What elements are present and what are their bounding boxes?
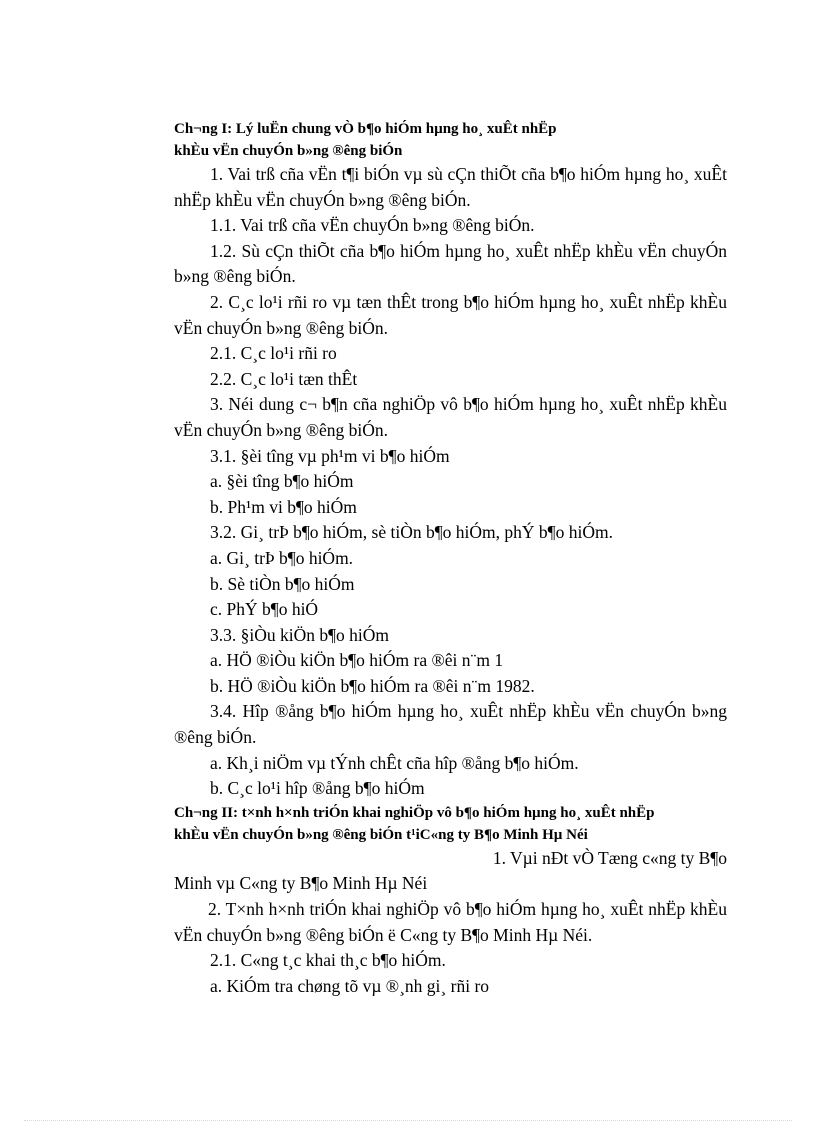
toc-item: 3.2. Gi¸ trÞ b¶o hiÓm, sè tiÒn b¶o hiÓm, phÝ b¶o hiÓm. bbox=[210, 522, 613, 543]
toc-item: 2.2. C¸c lo¹i tæn thÊt bbox=[210, 368, 358, 389]
toc-item: c. PhÝ b¶o hiÓ bbox=[210, 599, 319, 620]
toc-item: a. KiÓm tra chøng tõ vµ ®¸nh gi¸ rñi ro bbox=[210, 975, 490, 996]
toc-item: 1.1. Vai trß cña vËn chuyÓn b»ng ®êng biÓn. bbox=[210, 215, 535, 236]
toc-item: 3.1. §èi tîng vµ ph¹m vi b¶o hiÓm bbox=[210, 445, 450, 466]
toc-item: 1. Vai trß cña vËn t¶i biÓn vµ sù cÇn thiÕt cña b¶o hiÓm hµng ho¸ xuÊt nhËp khÈu vËn chuyÓn b»ng ®êng biÓn. bbox=[174, 164, 727, 210]
chapter-2-title-line1: Ch¬ng II: t×nh h×nh triÓn khai nghiÖp vô b¶o hiÓm hµng ho¸ xuÊt nhËp bbox=[174, 804, 655, 821]
toc-item-line2: Minh vµ C«ng ty B¶o Minh Hµ Néi bbox=[174, 873, 428, 894]
toc-item: a. HÖ ®iÒu kiÖn b¶o hiÓm ra ®êi n¨m 1 bbox=[210, 650, 504, 671]
toc-item: 3.3. §iÒu kiÖn b¶o hiÓm bbox=[210, 624, 390, 645]
toc-item: 2.1. C«ng t¸c khai th¸c b¶o hiÓm. bbox=[210, 950, 446, 971]
toc-item: 3.4. Hîp ®ång b¶o hiÓm hµng ho¸ xuÊt nhËp khÈu vËn chuyÓn b»ng ®êng biÓn. bbox=[174, 701, 727, 748]
toc-item: 1.2. Sù cÇn thiÕt cña b¶o hiÓm hµng ho¸ xuÊt nhËp khÈu vËn chuyÓn b»ng ®êng biÓn. bbox=[174, 240, 727, 287]
toc-item: 2.1. C¸c lo¹i rñi ro bbox=[210, 343, 337, 364]
toc-item: a. Kh¸i niÖm vµ tÝnh chÊt cña hîp ®ång b¶o hiÓm. bbox=[210, 752, 579, 773]
toc-item: 3. Néi dung c¬ b¶n cña nghiÖp vô b¶o hiÓm hµng ho¸ xuÊt nhËp khÈu vËn chuyÓn b»ng ®êng biÓn. bbox=[174, 394, 727, 440]
toc-item-line1: 1. Vµi nÐt vÒ Tæng c«ng ty B¶o bbox=[492, 847, 727, 868]
toc-item: 2. C¸c lo¹i rñi ro vµ tæn thÊt trong b¶o hiÓm hµng ho¸ xuÊt nhËp khÈu vËn chuyÓn b»ng ®êng biÓn. bbox=[174, 291, 727, 338]
chapter-1-title bbox=[174, 118, 727, 162]
page-bottom-divider bbox=[24, 1120, 792, 1121]
toc-item: a. Gi¸ trÞ b¶o hiÓm. bbox=[210, 547, 354, 568]
toc-item: b. Ph¹m vi b¶o hiÓm bbox=[210, 496, 357, 517]
chapter-2-title-line2: khÈu vËn chuyÓn b»ng ®êng biÓn t¹iC«ng ty B¶o Minh Hµ Néi bbox=[174, 826, 588, 843]
toc-item bbox=[174, 846, 727, 872]
toc-item: a. §èi tîng b¶o hiÓm bbox=[210, 471, 354, 492]
document-page bbox=[174, 118, 727, 999]
toc-item: b. C¸c lo¹i hîp ®ång b¶o hiÓm bbox=[210, 778, 425, 799]
toc-item: b. Sè tiÒn b¶o hiÓm bbox=[210, 573, 355, 594]
toc-item: 2. T×nh h×nh triÓn khai nghiÖp vô b¶o hiÓm hµng ho¸ xuÊt nhËp khÈu vËn chuyÓn b»ng ®êng biÓn ë C«ng ty B¶o Minh Hµ Néi. bbox=[174, 899, 727, 945]
chapter-2-title bbox=[174, 802, 727, 846]
chapter-1-title-line2: khÈu vËn chuyÓn b»ng ®êng biÓn bbox=[174, 143, 403, 159]
chapter-1-title-line1: Ch¬ng I: Lý luËn chung vÒ b¶o hiÓm hµng ho¸ xuÊt nhËp bbox=[174, 121, 557, 137]
toc-item: b. HÖ ®iÒu kiÖn b¶o hiÓm ra ®êi n¨m 1982. bbox=[210, 675, 535, 696]
